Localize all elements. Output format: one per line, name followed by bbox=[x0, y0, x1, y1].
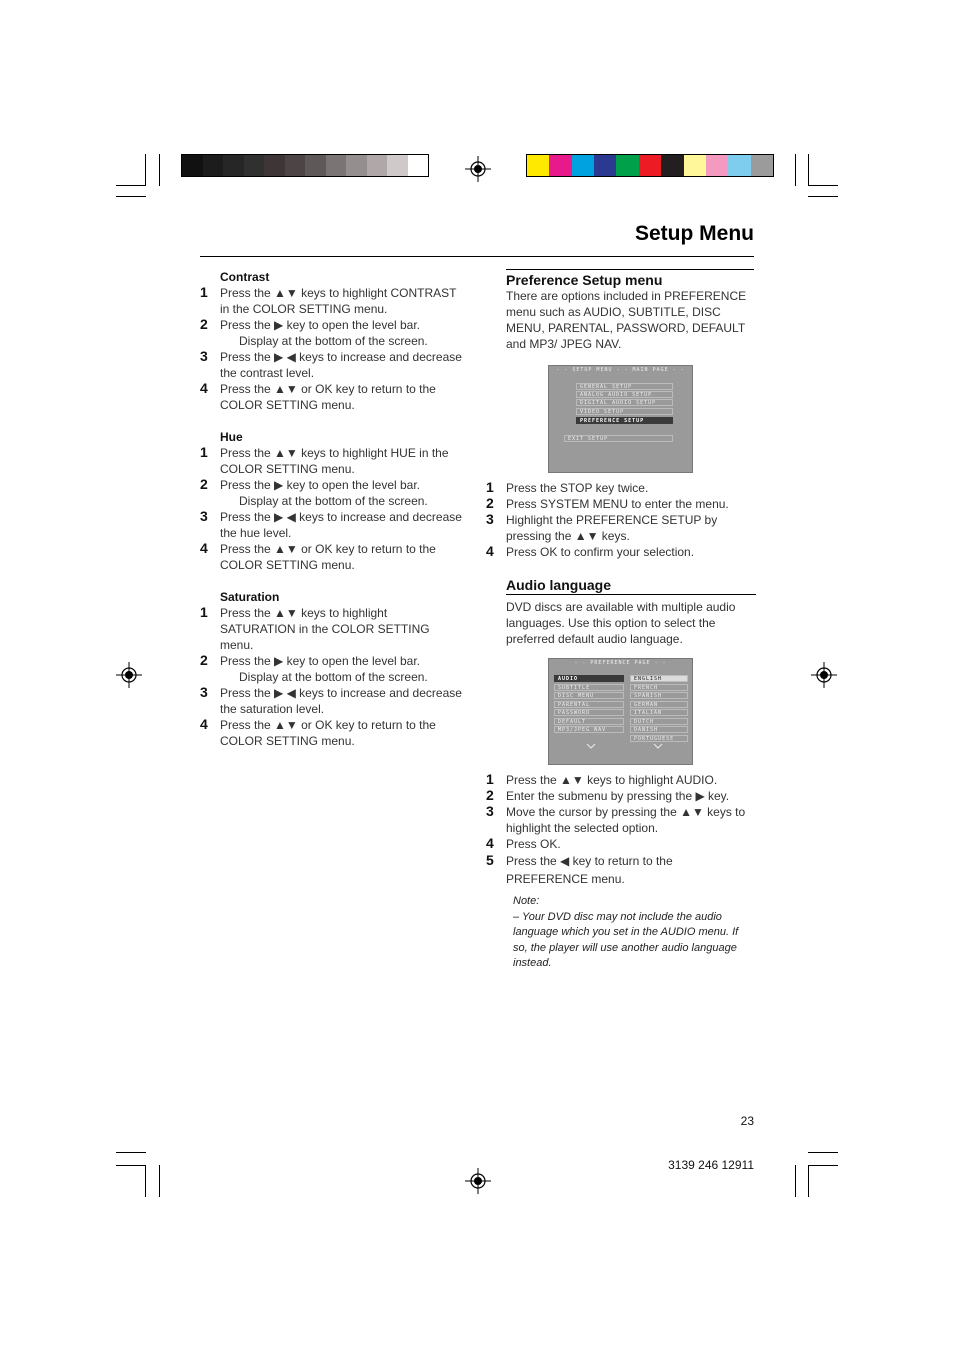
audio-steps bbox=[486, 772, 754, 888]
step-text: Press the ▲▼ keys to highlight CONTRAST in the COLOR SETTING menu. bbox=[220, 286, 457, 316]
option-item: DUTCH bbox=[630, 718, 688, 725]
color-swatch bbox=[661, 155, 683, 176]
crop-mark bbox=[808, 185, 838, 186]
menu-item: SUBTITLE bbox=[554, 684, 624, 691]
step-text: Press the ▲▼ or OK key to return to the COLOR SETTING menu. bbox=[220, 542, 436, 572]
crop-mark bbox=[116, 1152, 146, 1153]
step-text: Press the STOP key twice. bbox=[506, 481, 649, 495]
list-item bbox=[200, 605, 466, 653]
note-label: Note: bbox=[513, 895, 540, 907]
preference-screen bbox=[548, 658, 693, 765]
step-number: 1 bbox=[486, 479, 494, 495]
list-item bbox=[200, 717, 466, 749]
list-item bbox=[200, 477, 466, 493]
color-swatch bbox=[223, 155, 244, 176]
list-item bbox=[200, 653, 466, 669]
step-text: Press the ▲▼ or OK key to return to the COLOR SETTING menu. bbox=[220, 382, 436, 412]
step-text: Enter the submenu by pressing the ▶ key. bbox=[506, 789, 730, 803]
step-text: Press SYSTEM MENU to enter the menu. bbox=[506, 497, 729, 511]
left-column bbox=[200, 269, 466, 749]
hue-heading: Hue bbox=[220, 430, 243, 444]
step-number: 3 bbox=[200, 348, 208, 364]
list-item bbox=[486, 852, 754, 888]
menu-item: PARENTAL bbox=[554, 701, 624, 708]
menu-item: DEFAULT bbox=[554, 718, 624, 725]
step-text: Press the ▲▼ keys to highlight AUDIO. bbox=[506, 773, 718, 787]
color-swatch bbox=[264, 155, 285, 176]
color-swatch bbox=[706, 155, 728, 176]
option-item: PORTUGUESE bbox=[630, 735, 688, 742]
step-number: 2 bbox=[486, 787, 494, 803]
preference-heading: Preference Setup menu bbox=[506, 269, 754, 288]
step-text: Press the ▲▼ or OK key to return to the COLOR SETTING menu. bbox=[220, 718, 436, 748]
step-number: 3 bbox=[200, 508, 208, 524]
crop-mark bbox=[795, 154, 796, 186]
registration-mark-icon bbox=[465, 156, 491, 182]
screen-caption: - - PREFERENCE PAGE - - bbox=[574, 660, 667, 666]
color-swatch bbox=[639, 155, 661, 176]
color-swatch bbox=[244, 155, 265, 176]
audio-section bbox=[506, 577, 756, 647]
step-subtext: Display at the bottom of the screen. bbox=[239, 494, 428, 508]
crop-mark bbox=[116, 196, 146, 197]
document-code: 3139 246 12911 bbox=[668, 1158, 754, 1172]
step-text: Press the ▲▼ keys to highlight SATURATION in the COLOR SETTING menu. bbox=[220, 606, 430, 652]
crop-mark bbox=[808, 1152, 838, 1153]
chevron-down-icon bbox=[586, 743, 596, 749]
color-swatch bbox=[616, 155, 638, 176]
list-item bbox=[200, 445, 466, 477]
page-title: Setup Menu bbox=[635, 222, 754, 245]
note-text: – Your DVD disc may not include the audio language which you set in the AUDIO menu. If so, the player will use another audio language instead. bbox=[513, 910, 739, 969]
list-item bbox=[486, 836, 754, 852]
color-bar bbox=[526, 154, 774, 177]
screen-caption: - - SETUP MENU - - MAIN PAGE - - bbox=[556, 367, 685, 373]
list-item bbox=[486, 788, 754, 804]
color-swatch bbox=[527, 155, 549, 176]
crop-mark bbox=[808, 1165, 838, 1166]
menu-item: ANALOG AUDIO SETUP bbox=[576, 391, 673, 398]
step-number: 1 bbox=[200, 604, 208, 620]
option-item: ITALIAN bbox=[630, 709, 688, 716]
color-swatch bbox=[346, 155, 367, 176]
color-swatch bbox=[387, 155, 408, 176]
crop-mark bbox=[808, 196, 838, 197]
menu-item: EXIT SETUP bbox=[564, 435, 673, 442]
list-item bbox=[200, 349, 466, 381]
chevron-down-icon bbox=[653, 743, 663, 749]
step-number: 3 bbox=[200, 684, 208, 700]
step-text: Move the cursor by pressing the ▲▼ keys to highlight the selected option. bbox=[506, 805, 746, 835]
color-swatch bbox=[203, 155, 224, 176]
step-number: 4 bbox=[200, 540, 208, 556]
list-item bbox=[486, 496, 754, 512]
option-item: FRENCH bbox=[630, 684, 688, 691]
list-item bbox=[200, 541, 466, 573]
step-number: 1 bbox=[200, 284, 208, 300]
option-item: SPANISH bbox=[630, 692, 688, 699]
step-text: Press the ◀ key to return to the PREFERENCE menu. bbox=[506, 854, 673, 886]
color-swatch bbox=[549, 155, 571, 176]
color-swatch bbox=[182, 155, 203, 176]
color-swatch bbox=[408, 155, 429, 176]
color-swatch bbox=[305, 155, 326, 176]
color-swatch bbox=[728, 155, 750, 176]
crop-mark bbox=[116, 1165, 146, 1166]
list-item bbox=[486, 804, 754, 836]
step-number: 3 bbox=[486, 511, 494, 527]
preference-intro: There are options included in PREFERENCE menu such as AUDIO, SUBTITLE, DISC MENU, PARENTAL, PASSWORD, DEFAULT and MP3/ JPEG NAV. bbox=[506, 289, 747, 351]
list-item bbox=[200, 285, 466, 317]
crop-mark bbox=[795, 1165, 796, 1197]
step-subtext: Display at the bottom of the screen. bbox=[239, 334, 428, 348]
option-item: GERMAN bbox=[630, 701, 688, 708]
step-number: 2 bbox=[200, 316, 208, 332]
crop-mark bbox=[808, 154, 809, 186]
saturation-heading: Saturation bbox=[220, 590, 280, 604]
step-text: Press the ▲▼ keys to highlight HUE in the COLOR SETTING menu. bbox=[220, 446, 449, 476]
menu-item: DISC MENU bbox=[554, 692, 624, 699]
option-item: DANISH bbox=[630, 726, 688, 733]
menu-item-selected: PREFERENCE SETUP bbox=[576, 417, 673, 424]
page-number: 23 bbox=[740, 1114, 754, 1128]
registration-mark-icon bbox=[116, 662, 142, 688]
preference-section bbox=[506, 269, 754, 352]
step-text: Press the ▶ key to open the level bar. bbox=[220, 318, 421, 332]
registration-mark-icon bbox=[811, 662, 837, 688]
list-item bbox=[486, 512, 754, 544]
step-text: Highlight the PREFERENCE SETUP by pressing the ▲▼ keys. bbox=[506, 513, 718, 543]
list-item bbox=[200, 685, 466, 717]
registration-mark-icon bbox=[465, 1168, 491, 1194]
color-swatch bbox=[326, 155, 347, 176]
setup-main-screen bbox=[548, 365, 693, 473]
list-item bbox=[486, 480, 754, 496]
list-item bbox=[200, 509, 466, 541]
menu-item: MP3/JPEG NAV bbox=[554, 726, 624, 733]
menu-item-selected: AUDIO bbox=[554, 675, 624, 682]
step-number: 2 bbox=[200, 476, 208, 492]
color-swatch bbox=[367, 155, 388, 176]
step-text: Press the ▶ ◀ keys to increase and decrease the hue level. bbox=[220, 510, 462, 540]
step-number: 2 bbox=[486, 495, 494, 511]
crop-mark bbox=[159, 154, 160, 186]
crop-mark bbox=[116, 185, 146, 186]
audio-heading: Audio language bbox=[506, 577, 756, 595]
crop-mark bbox=[808, 1165, 809, 1197]
option-item-highlighted: ENGLISH bbox=[630, 675, 688, 682]
menu-item: GENERAL SETUP bbox=[576, 383, 673, 390]
step-number: 3 bbox=[486, 803, 494, 819]
contrast-heading: Contrast bbox=[220, 270, 270, 284]
color-swatch bbox=[572, 155, 594, 176]
step-number: 1 bbox=[486, 771, 494, 787]
step-number: 4 bbox=[200, 380, 208, 396]
color-swatch bbox=[751, 155, 773, 176]
step-subtext: Display at the bottom of the screen. bbox=[239, 670, 428, 684]
step-number: 2 bbox=[200, 652, 208, 668]
menu-item: DIGITAL AUDIO SETUP bbox=[576, 399, 673, 406]
step-number: 4 bbox=[486, 835, 494, 851]
crop-mark bbox=[145, 154, 146, 186]
menu-item: PASSWORD bbox=[554, 709, 624, 716]
crop-mark bbox=[145, 1165, 146, 1197]
step-number: 4 bbox=[200, 716, 208, 732]
note-block bbox=[513, 894, 753, 972]
step-text: Press the ▶ key to open the level bar. bbox=[220, 478, 421, 492]
step-number: 4 bbox=[486, 543, 494, 559]
list-item bbox=[200, 317, 466, 333]
list-item bbox=[486, 544, 754, 560]
color-swatch bbox=[594, 155, 616, 176]
step-number: 1 bbox=[200, 444, 208, 460]
title-rule bbox=[200, 256, 754, 257]
step-text: Press the ▶ key to open the level bar. bbox=[220, 654, 421, 668]
menu-item: VIDEO SETUP bbox=[576, 408, 673, 415]
step-text: Press the ▶ ◀ keys to increase and decrease the contrast level. bbox=[220, 350, 462, 380]
color-swatch bbox=[684, 155, 706, 176]
list-item bbox=[486, 772, 754, 788]
step-number: 5 bbox=[486, 852, 494, 868]
preference-steps bbox=[486, 480, 754, 560]
grayscale-bar bbox=[181, 154, 429, 177]
audio-intro: DVD discs are available with multiple audio languages. Use this option to select the preferred default audio language. bbox=[506, 600, 736, 646]
step-text: Press OK to confirm your selection. bbox=[506, 545, 695, 559]
list-item bbox=[200, 381, 466, 413]
color-swatch bbox=[285, 155, 306, 176]
step-text: Press the ▶ ◀ keys to increase and decrease the saturation level. bbox=[220, 686, 462, 716]
step-text: Press OK. bbox=[506, 837, 561, 851]
crop-mark bbox=[159, 1165, 160, 1197]
